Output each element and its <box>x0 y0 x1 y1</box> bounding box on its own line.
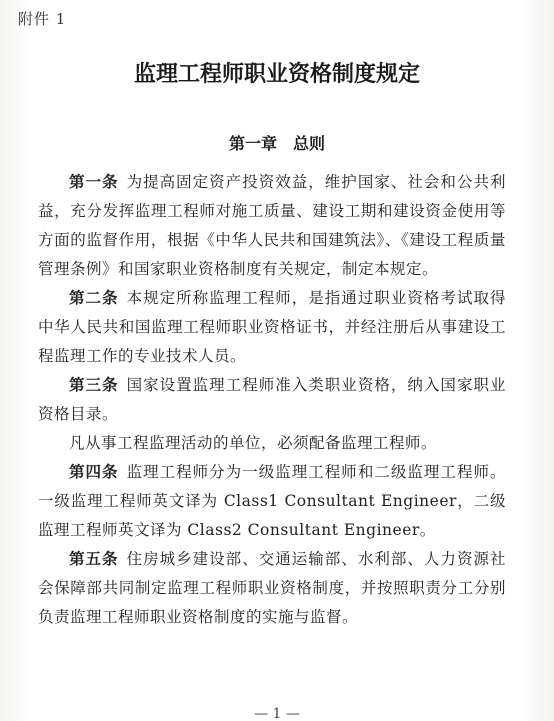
article-number: 第三条 <box>69 376 119 394</box>
article-text: 凡从事工程监理活动的单位，必须配备监理工程师。 <box>69 434 438 452</box>
paragraph-article-1 <box>38 168 506 284</box>
document-title: 监理工程师职业资格制度规定 <box>133 62 420 87</box>
article-text: 监理工程师分为一级监理工程师和二级监理工程师。一级监理工程师英文译为 Class1 Consultant Engineer，二级监理工程师英文译为 Class2 Consultant Engineer。 <box>38 463 506 539</box>
article-text: 本规定所称监理工程师，是指通过职业资格考试取得中华人民共和国监理工程师职业资格证书，并经注册后从事建设工程监理工作的专业技术人员。 <box>38 289 506 365</box>
chapter-heading: 第一章 总则 <box>228 134 325 153</box>
attachment-label: 附件 1 <box>18 10 67 28</box>
article-text: 住房城乡建设部、交通运输部、水利部、人力资源社会保障部共同制定监理工程师职业资格制度，并按照职责分工分别负责监理工程师职业资格制度的实施与监督。 <box>38 550 506 626</box>
paragraph-article-3-continued <box>38 429 506 458</box>
paragraph-article-3 <box>38 371 506 429</box>
paragraph-article-2 <box>38 284 506 371</box>
page-number: — 1 — <box>254 706 300 721</box>
article-number: 第一条 <box>69 173 119 191</box>
article-number: 第四条 <box>69 463 119 481</box>
document-body <box>38 168 506 632</box>
article-text: 为提高固定资产投资效益，维护国家、社会和公共利益，充分发挥监理工程师对施工质量、建设工期和建设资金使用等方面的监督作用，根据《中华人民共和国建筑法》、《建设工程质量管理条例》和国家职业资格制度有关规定，制定本规定。 <box>38 173 506 278</box>
article-number: 第五条 <box>69 550 119 568</box>
paragraph-article-5 <box>38 545 506 632</box>
article-number: 第二条 <box>69 289 119 307</box>
article-text: 国家设置监理工程师准入类职业资格，纳入国家职业资格目录。 <box>38 376 506 423</box>
paragraph-article-4 <box>38 458 506 545</box>
